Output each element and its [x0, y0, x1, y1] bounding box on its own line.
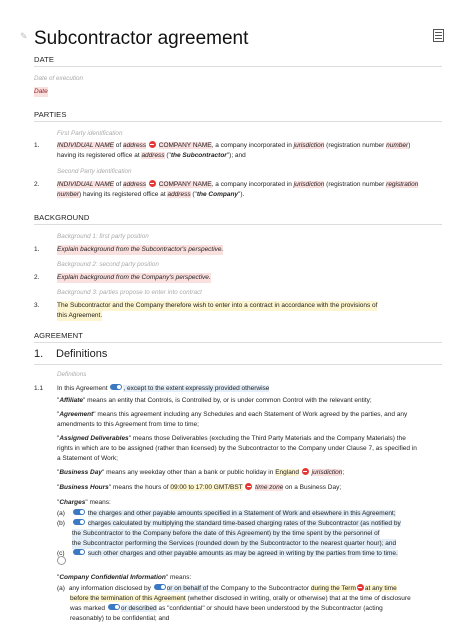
toggle-icon[interactable] — [108, 604, 120, 610]
party2-line2: number) having its registered office at address ("the Company"). — [57, 191, 245, 198]
background2-hint: Background 2: second party position — [57, 261, 159, 268]
defined-term: Affiliate — [59, 397, 84, 404]
remove-option-icon[interactable] — [149, 180, 156, 187]
individual-name-field[interactable]: INDIVIDUAL NAME — [57, 142, 114, 149]
add-option-icon[interactable] — [57, 556, 66, 565]
toggle-icon[interactable] — [73, 519, 85, 525]
party2-hint: Second Party identification — [57, 168, 132, 175]
cci-item-a: (a) any information disclosed by or on behalf of the Company to the Subcontractor during the Term at any time — [57, 585, 397, 592]
company-name-field[interactable]: COMPANY NAME — [158, 142, 212, 149]
divider — [34, 364, 442, 365]
cci-item-a-line4: reasonably) to be confidential; and — [70, 615, 170, 622]
defined-term: Company Confidential Information — [59, 574, 166, 581]
definition-agreement-line2: amendments to this Agreement from time to time; — [57, 421, 199, 428]
party1-line1: INDIVIDUAL NAME of address COMPANY NAME, a company incorporated in jurisdiction (registration number number) — [57, 142, 411, 149]
jurisdiction-field[interactable]: jurisdiction — [293, 142, 325, 149]
cci-item-a-line2: before the termination of this Agreement (whether disclosed in writing, orally or otherwise) that at the time of disclosure — [70, 595, 411, 602]
company-name-field[interactable]: COMPANY NAME — [158, 181, 212, 188]
divider — [34, 342, 442, 343]
toggle-icon[interactable] — [154, 584, 166, 590]
toggle-icon[interactable] — [73, 549, 85, 555]
definition-charges: "Charges" means: — [57, 499, 111, 506]
definition-assigned-deliverables: "Assigned Deliverables" means those Deliverables (excluding the Third Party Materials and the Company Materials) the — [57, 435, 406, 442]
party2-line1: INDIVIDUAL NAME of address COMPANY NAME, a company incorporated in jurisdiction (registration number registration — [57, 181, 419, 188]
definition-assigned-deliverables-line3: a Statement of Work; — [57, 455, 118, 462]
charges-item-c: (c) such other charges and other payable amounts as may be agreed in writing by the parties from time to time. — [57, 550, 398, 557]
address-field[interactable]: address — [141, 152, 165, 159]
definition-business-day: "Business Day" means any weekday other than a bank or public holiday in England jurisdiction; — [57, 469, 345, 476]
defined-term: Assigned Deliverables — [59, 435, 129, 442]
registration-number-field[interactable]: registration — [386, 181, 419, 188]
definition-agreement: "Agreement" means this agreement including any Schedules and each Statement of Work agreed by the parties, and any — [57, 411, 408, 418]
charges-item-b-line2: the Subcontractor to the Company before the date of this Agreement) by the time spent by the personnel of — [72, 530, 380, 537]
remove-option-icon[interactable] — [357, 584, 364, 591]
toggle-icon[interactable] — [110, 384, 122, 390]
background3-line1: The Subcontractor and the Company therefore wish to enter into a contract in accordance with the provisions of — [57, 302, 378, 309]
date-field[interactable]: Date — [34, 88, 48, 95]
charges-item-b: (b) charges calculated by multiplying the standard time-based charging rates of the Subcontractor (as notified by — [57, 520, 401, 527]
address-field[interactable]: address — [123, 181, 147, 188]
clause-number: 1.1 — [34, 385, 44, 392]
party1-number: 1. — [34, 142, 40, 149]
address-field[interactable]: address — [167, 191, 191, 198]
background1-text[interactable]: Explain background from the Subcontractor's perspective. — [57, 246, 224, 253]
definition-business-hours: "Business Hours" means the hours of 09:00 to 17:00 GMT/BST time zone on a Business Day; — [57, 484, 342, 491]
list-icon[interactable] — [433, 29, 444, 42]
jurisdiction-field[interactable]: jurisdiction — [311, 469, 343, 476]
defined-term: Charges — [59, 499, 86, 506]
remove-option-icon[interactable] — [245, 483, 252, 490]
party1-line2: having its registered office at address ("the Subcontractor"); and — [57, 152, 246, 159]
hours-field[interactable]: 09:00 to 17:00 GMT/BST — [170, 484, 243, 491]
background2-text[interactable]: Explain background from the Company's perspective. — [57, 274, 211, 281]
party2-number: 2. — [34, 181, 40, 188]
divider — [34, 224, 442, 225]
toggle-icon[interactable] — [73, 509, 85, 515]
country-field[interactable]: England — [275, 469, 300, 476]
registration-number-field[interactable]: number — [57, 191, 80, 198]
definition-assigned-deliverables-line2: rights in which are to be assigned (rather than licensed) by the Subcontractor to the Company under Clause 7, as specified in — [57, 445, 417, 452]
registration-number-field[interactable]: number — [386, 142, 409, 149]
definition-company-confidential-information: "Company Confidential Information" means: — [57, 574, 192, 581]
definitions-hint: Definitions — [57, 371, 87, 378]
jurisdiction-field[interactable]: jurisdiction — [293, 181, 325, 188]
section-heading-parties: PARTIES — [34, 110, 67, 119]
section-heading-agreement: AGREEMENT — [34, 331, 83, 340]
charges-item-a: (a) the charges and other payable amounts specified in a Statement of Work and elsewhere in this Agreement; — [57, 510, 396, 517]
remove-option-icon[interactable] — [302, 468, 309, 475]
charges-item-b-line3: the Subcontractor performing the Services (rounded down by the Subcontractor to the nearest quarter hour); and — [72, 540, 397, 547]
background3-number: 3. — [34, 302, 40, 309]
background1-hint: Background 1: first party position — [57, 233, 149, 240]
address-field[interactable]: address — [123, 142, 147, 149]
background1-number: 1. — [34, 246, 40, 253]
clause-1-1: In this Agreement , except to the extent expressly provided otherwise — [57, 385, 270, 392]
party1-hint: First Party identification — [57, 130, 123, 137]
cci-item-a-line3: was marked or described as "confidential" or should have been understood by the Subcontractor (acting — [70, 605, 383, 612]
pencil-icon[interactable]: ✎ — [20, 31, 28, 41]
date-hint: Date of execution — [34, 75, 84, 82]
background3-hint: Background 3: parties propose to enter into contract — [57, 289, 202, 296]
defined-term: the Subcontractor — [170, 152, 227, 159]
section-heading-background: BACKGROUND — [34, 213, 90, 222]
defined-term: the Company — [196, 191, 239, 198]
time-zone-field[interactable]: time zone — [255, 484, 284, 491]
definition-affiliate: "Affiliate" means an entity that Controls, is Controlled by, or is under common Control with the relevant entity; — [57, 397, 372, 404]
divider — [34, 66, 442, 67]
divider — [34, 121, 442, 122]
clause-heading-definitions: 1. Definitions — [34, 348, 108, 360]
defined-term: Business Hours — [59, 484, 109, 491]
individual-name-field[interactable]: INDIVIDUAL NAME — [57, 181, 114, 188]
page-title: Subcontractor agreement — [34, 28, 249, 49]
remove-option-icon[interactable] — [149, 141, 156, 148]
background2-number: 2. — [34, 274, 40, 281]
defined-term: Agreement — [59, 411, 94, 418]
defined-term: Business Day — [59, 469, 102, 476]
section-heading-date: DATE — [34, 55, 55, 64]
background3-line2: this Agreement. — [57, 312, 103, 319]
